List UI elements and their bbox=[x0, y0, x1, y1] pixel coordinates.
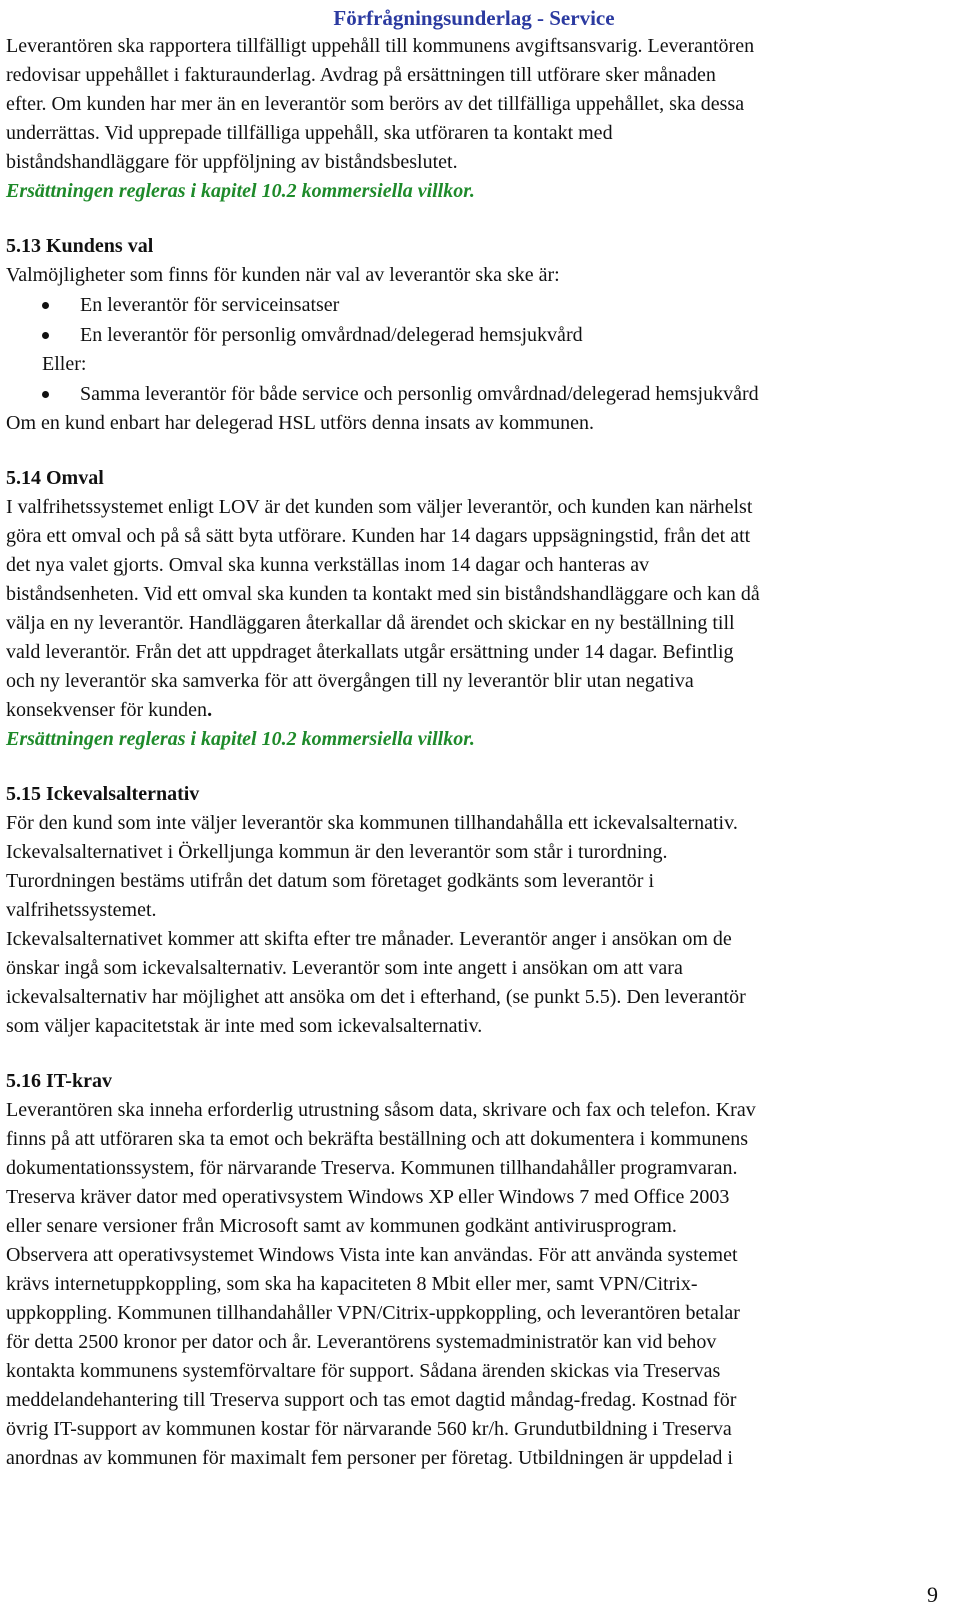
bullet-list bbox=[6, 379, 946, 409]
text-line: I valfrihetssystemet enligt LOV är det kunden som väljer leverantör, och kunden kan närhelst bbox=[6, 496, 753, 518]
bullet-icon bbox=[42, 391, 49, 398]
text-line: som väljer kapacitetstak är inte med som ickevalsalternativ. bbox=[6, 1015, 483, 1037]
text-line: göra ett omval och på så sätt byta utförare. Kunden har 14 dagars uppsägningstid, från det att bbox=[6, 525, 751, 547]
text-line: finns på att utföraren ska ta emot och bekräfta beställning och att dokumentera i kommunens bbox=[6, 1128, 748, 1150]
text-line: för detta 2500 kronor per dator och år. Leverantörens systemadministratör kan vid behov bbox=[6, 1331, 717, 1353]
text-line: valfrihetssystemet. bbox=[6, 899, 157, 921]
text-line: efter. Om kunden har mer än en leverantör som berörs av det tillfälliga uppehållet, ska dessa bbox=[6, 93, 745, 115]
text-line: Leverantören ska inneha erforderlig utrustning såsom data, skrivare och fax och telefon. Krav bbox=[6, 1099, 756, 1121]
text-line: underrättas. Vid upprepade tillfälliga uppehåll, ska utföraren ta kontakt med bbox=[6, 122, 613, 144]
text-line: Observera att operativsystemet Windows Vista inte kan användas. För att använda systemet bbox=[6, 1244, 738, 1266]
list-item: En leverantör för personlig omvårdnad/delegerad hemsjukvård bbox=[6, 320, 946, 350]
text-line: vald leverantör. Från det att uppdraget återkallats utgår ersättning under 14 dagar. Befintlig bbox=[6, 641, 734, 663]
section-heading: 5.13 Kundens val bbox=[6, 235, 154, 257]
compensation-note: Ersättningen regleras i kapitel 10.2 kommersiella villkor. bbox=[6, 180, 475, 202]
text-line: meddelandehantering till Treserva support och tas emot dagtid måndag-fredag. Kostnad för bbox=[6, 1389, 737, 1411]
text-line: övrig IT-support av kommunen kostar för närvarande 560 kr/h. Grundutbildning i Treserva bbox=[6, 1418, 732, 1440]
section-heading: 5.14 Omval bbox=[6, 467, 104, 489]
bullet-list bbox=[6, 290, 946, 350]
text-line: och ny leverantör ska samverka för att övergången till ny leverantör blir utan negativa bbox=[6, 670, 694, 692]
text-line: ickevalsalternativ har möjlighet att ansöka om det i efterhand, (se punkt 5.5). Den leverantör bbox=[6, 986, 746, 1008]
text-line: Om en kund enbart har delegerad HSL utförs denna insats av kommunen. bbox=[6, 412, 594, 434]
text-line: biståndshandläggare för uppföljning av biståndsbeslutet. bbox=[6, 151, 458, 173]
text-line: anordnas av kommunen för maximalt fem personer per företag. Utbildningen är uppdelad i bbox=[6, 1447, 733, 1469]
text-line: För den kund som inte väljer leverantör ska kommunen tillhandahålla ett ickevalsalternativ. bbox=[6, 812, 738, 834]
text-line: kontakta kommunens systemförvaltare för support. Sådana ärenden skickas via Treservas bbox=[6, 1360, 721, 1382]
section-5-13 bbox=[6, 232, 946, 438]
section-5-14 bbox=[6, 464, 946, 754]
text-line: biståndsenheten. Vid ett omval ska kunden ta kontakt med sin biståndshandläggare och kan då bbox=[6, 583, 760, 605]
text-line: Turordningen bestäms utifrån det datum som företaget godkänts som leverantör i bbox=[6, 870, 655, 892]
compensation-note: Ersättningen regleras i kapitel 10.2 kommersiella villkor. bbox=[6, 728, 475, 750]
text-line: redovisar uppehållet i fakturaunderlag. Avdrag på ersättningen till utförare sker månaden bbox=[6, 64, 716, 86]
intro-paragraph bbox=[6, 32, 946, 206]
list-item: Samma leverantör för både service och personlig omvårdnad/delegerad hemsjukvård bbox=[6, 379, 946, 409]
page-header: Förfrågningsunderlag - Service bbox=[333, 6, 615, 30]
text-line: uppkoppling. Kommunen tillhandahåller VPN/Citrix-uppkoppling, och leverantören betalar bbox=[6, 1302, 740, 1324]
document-body bbox=[6, 0, 946, 1473]
section-5-15 bbox=[6, 780, 946, 1041]
or-label: Eller: bbox=[42, 353, 87, 375]
list-item: En leverantör för serviceinsatser bbox=[6, 290, 946, 320]
text-line: krävs internetuppkoppling, som ska ha kapaciteten 8 Mbit eller mer, samt VPN/Citrix- bbox=[6, 1273, 698, 1295]
text-line: Leverantören ska rapportera tillfälligt uppehåll till kommunens avgiftsansvarig. Leverantören bbox=[6, 35, 755, 57]
text-line: det nya valet gjorts. Omval ska kunna verkställas inom 14 dagar och hanteras av bbox=[6, 554, 650, 576]
bullet-icon bbox=[42, 302, 49, 309]
text-line: önskar ingå som ickevalsalternativ. Leverantör som inte angett i ansökan om att vara bbox=[6, 957, 683, 979]
text-line: välja en ny leverantör. Handläggaren återkallar då ärendet och skickar en ny beställning till bbox=[6, 612, 735, 634]
section-heading: 5.16 IT-krav bbox=[6, 1070, 112, 1092]
text-line: Treserva kräver dator med operativsystem Windows XP eller Windows 7 med Office 2003 bbox=[6, 1186, 730, 1208]
bullet-icon bbox=[42, 332, 49, 339]
text-line: eller senare versioner från Microsoft samt av kommunen godkänt antivirusprogram. bbox=[6, 1215, 677, 1237]
text-line: Ickevalsalternativet i Örkelljunga kommun är den leverantör som står i turordning. bbox=[6, 841, 668, 863]
section-heading: 5.15 Ickevalsalternativ bbox=[6, 783, 200, 805]
section-5-16 bbox=[6, 1067, 946, 1473]
page-number: 9 bbox=[927, 1582, 938, 1607]
text-line: dokumentationssystem, för närvarande Treserva. Kommunen tillhandahåller programvaran. bbox=[6, 1157, 738, 1179]
text-line: Ickevalsalternativet kommer att skifta efter tre månader. Leverantör anger i ansökan om de bbox=[6, 928, 732, 950]
text-line: konsekvenser för kunden. bbox=[6, 699, 213, 721]
text-line: Valmöjligheter som finns för kunden när val av leverantör ska ske är: bbox=[6, 264, 560, 286]
